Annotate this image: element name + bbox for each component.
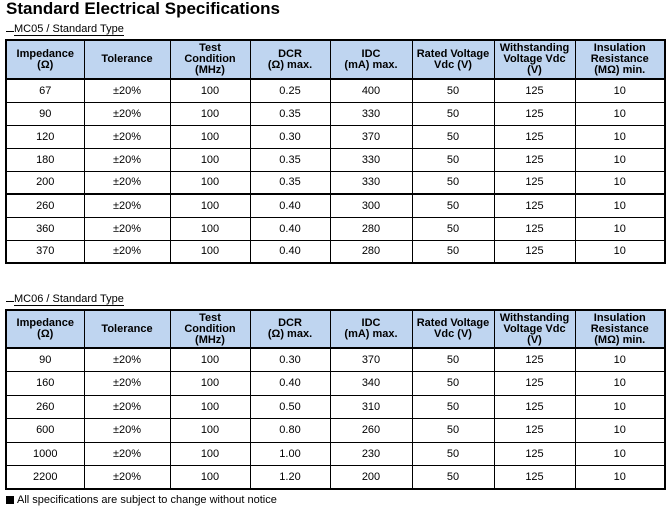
header-rated-voltage: Rated Voltage Vdc (V)	[412, 310, 494, 348]
cell-tolerance: ±20%	[84, 217, 170, 240]
cell-test-condition: 100	[170, 194, 250, 217]
cell-idc: 260	[330, 419, 412, 443]
header-tolerance: Tolerance	[84, 40, 170, 79]
cell-insulation-resistance: 10	[575, 217, 665, 240]
cell-insulation-resistance: 10	[575, 466, 665, 490]
cell-insulation-resistance: 10	[575, 194, 665, 217]
cell-tolerance: ±20%	[84, 171, 170, 194]
cell-tolerance: ±20%	[84, 442, 170, 466]
table-row	[6, 442, 665, 466]
table-header-row	[6, 40, 665, 79]
cell-insulation-resistance: 10	[575, 148, 665, 171]
cell-idc: 340	[330, 372, 412, 396]
cell-rated-voltage: 50	[412, 348, 494, 372]
cell-dcr: 0.80	[250, 419, 330, 443]
cell-idc: 300	[330, 194, 412, 217]
cell-tolerance: ±20%	[84, 102, 170, 125]
cell-idc: 330	[330, 102, 412, 125]
cell-rated-voltage: 50	[412, 240, 494, 263]
cell-impedance: 370	[6, 240, 84, 263]
cell-dcr: 0.40	[250, 372, 330, 396]
cell-idc: 280	[330, 217, 412, 240]
cell-dcr: 0.30	[250, 348, 330, 372]
cell-idc: 330	[330, 171, 412, 194]
cell-withstanding-voltage: 125	[494, 240, 575, 263]
cell-test-condition: 100	[170, 79, 250, 102]
cell-test-condition: 100	[170, 466, 250, 490]
cell-test-condition: 100	[170, 125, 250, 148]
footnote	[6, 494, 277, 506]
header-rated-voltage: Rated Voltage Vdc (V)	[412, 40, 494, 79]
cell-rated-voltage: 50	[412, 395, 494, 419]
cell-dcr: 0.35	[250, 171, 330, 194]
cell-impedance: 360	[6, 217, 84, 240]
table-subtitle-mc05: MC05 / Standard Type	[6, 22, 124, 35]
table-row	[6, 125, 665, 148]
table-subtitle-mc06: MC06 / Standard Type	[6, 292, 124, 305]
cell-insulation-resistance: 10	[575, 240, 665, 263]
cell-tolerance: ±20%	[84, 148, 170, 171]
cell-rated-voltage: 50	[412, 102, 494, 125]
page-title: Standard Electrical Specifications	[6, 0, 280, 18]
cell-tolerance: ±20%	[84, 79, 170, 102]
cell-withstanding-voltage: 125	[494, 79, 575, 102]
cell-dcr: 0.40	[250, 240, 330, 263]
cell-impedance: 260	[6, 194, 84, 217]
cell-impedance: 2200	[6, 466, 84, 490]
cell-insulation-resistance: 10	[575, 102, 665, 125]
table-row	[6, 466, 665, 490]
square-bullet-icon	[6, 496, 14, 504]
cell-idc: 370	[330, 125, 412, 148]
cell-insulation-resistance: 10	[575, 419, 665, 443]
cell-impedance: 160	[6, 372, 84, 396]
cell-insulation-resistance: 10	[575, 395, 665, 419]
cell-withstanding-voltage: 125	[494, 102, 575, 125]
header-test-condition: Test Condition (MHz)	[170, 40, 250, 79]
header-withstanding-voltage: Withstanding Voltage Vdc (V)	[494, 310, 575, 348]
cell-idc: 230	[330, 442, 412, 466]
cell-idc: 370	[330, 348, 412, 372]
cell-impedance: 90	[6, 102, 84, 125]
cell-dcr: 1.20	[250, 466, 330, 490]
mc05-spec-table	[5, 39, 666, 264]
cell-test-condition: 100	[170, 348, 250, 372]
cell-withstanding-voltage: 125	[494, 194, 575, 217]
cell-rated-voltage: 50	[412, 194, 494, 217]
cell-dcr: 1.00	[250, 442, 330, 466]
cell-dcr: 0.40	[250, 217, 330, 240]
cell-withstanding-voltage: 125	[494, 217, 575, 240]
cell-impedance: 180	[6, 148, 84, 171]
cell-dcr: 0.35	[250, 102, 330, 125]
cell-withstanding-voltage: 125	[494, 372, 575, 396]
cell-dcr: 0.40	[250, 194, 330, 217]
header-impedance: Impedance (Ω)	[6, 310, 84, 348]
cell-dcr: 0.35	[250, 148, 330, 171]
cell-rated-voltage: 50	[412, 372, 494, 396]
cell-rated-voltage: 50	[412, 125, 494, 148]
cell-idc: 310	[330, 395, 412, 419]
header-idc: IDC (mA) max.	[330, 310, 412, 348]
header-dcr: DCR (Ω) max.	[250, 40, 330, 79]
table-row	[6, 102, 665, 125]
table-row	[6, 171, 665, 194]
cell-idc: 280	[330, 240, 412, 263]
cell-test-condition: 100	[170, 442, 250, 466]
header-idc: IDC (mA) max.	[330, 40, 412, 79]
cell-test-condition: 100	[170, 171, 250, 194]
cell-withstanding-voltage: 125	[494, 171, 575, 194]
cell-test-condition: 100	[170, 395, 250, 419]
cell-tolerance: ±20%	[84, 466, 170, 490]
header-insulation-resistance: Insulation Resistance (MΩ) min.	[575, 310, 665, 348]
cell-insulation-resistance: 10	[575, 348, 665, 372]
cell-idc: 330	[330, 148, 412, 171]
cell-test-condition: 100	[170, 217, 250, 240]
header-insulation-resistance: Insulation Resistance (MΩ) min.	[575, 40, 665, 79]
cell-idc: 400	[330, 79, 412, 102]
cell-rated-voltage: 50	[412, 466, 494, 490]
cell-impedance: 90	[6, 348, 84, 372]
cell-dcr: 0.50	[250, 395, 330, 419]
table-row	[6, 79, 665, 102]
cell-withstanding-voltage: 125	[494, 442, 575, 466]
cell-impedance: 1000	[6, 442, 84, 466]
header-test-condition: Test Condition (MHz)	[170, 310, 250, 348]
cell-dcr: 0.30	[250, 125, 330, 148]
cell-rated-voltage: 50	[412, 148, 494, 171]
table-row	[6, 395, 665, 419]
cell-insulation-resistance: 10	[575, 79, 665, 102]
cell-tolerance: ±20%	[84, 419, 170, 443]
table-header-row	[6, 310, 665, 348]
cell-impedance: 600	[6, 419, 84, 443]
cell-withstanding-voltage: 125	[494, 466, 575, 490]
cell-insulation-resistance: 10	[575, 171, 665, 194]
cell-rated-voltage: 50	[412, 79, 494, 102]
footnote-text: All specifications are subject to change without notice	[17, 494, 277, 506]
mc06-spec-table	[5, 309, 666, 490]
cell-insulation-resistance: 10	[575, 372, 665, 396]
cell-insulation-resistance: 10	[575, 125, 665, 148]
cell-rated-voltage: 50	[412, 419, 494, 443]
table-row	[6, 148, 665, 171]
cell-impedance: 120	[6, 125, 84, 148]
cell-rated-voltage: 50	[412, 171, 494, 194]
cell-tolerance: ±20%	[84, 395, 170, 419]
cell-withstanding-voltage: 125	[494, 419, 575, 443]
cell-tolerance: ±20%	[84, 240, 170, 263]
cell-impedance: 260	[6, 395, 84, 419]
cell-idc: 200	[330, 466, 412, 490]
cell-test-condition: 100	[170, 419, 250, 443]
cell-insulation-resistance: 10	[575, 442, 665, 466]
header-tolerance: Tolerance	[84, 310, 170, 348]
header-withstanding-voltage: Withstanding Voltage Vdc (V)	[494, 40, 575, 79]
table-row	[6, 240, 665, 263]
cell-rated-voltage: 50	[412, 442, 494, 466]
cell-impedance: 200	[6, 171, 84, 194]
table-row	[6, 194, 665, 217]
cell-test-condition: 100	[170, 240, 250, 263]
table-row	[6, 348, 665, 372]
header-impedance: Impedance (Ω)	[6, 40, 84, 79]
cell-impedance: 67	[6, 79, 84, 102]
cell-withstanding-voltage: 125	[494, 148, 575, 171]
cell-tolerance: ±20%	[84, 348, 170, 372]
cell-test-condition: 100	[170, 372, 250, 396]
cell-withstanding-voltage: 125	[494, 395, 575, 419]
cell-test-condition: 100	[170, 148, 250, 171]
cell-test-condition: 100	[170, 102, 250, 125]
cell-tolerance: ±20%	[84, 194, 170, 217]
cell-rated-voltage: 50	[412, 217, 494, 240]
table-row	[6, 217, 665, 240]
cell-tolerance: ±20%	[84, 125, 170, 148]
cell-withstanding-voltage: 125	[494, 348, 575, 372]
cell-dcr: 0.25	[250, 79, 330, 102]
table-row	[6, 372, 665, 396]
header-dcr: DCR (Ω) max.	[250, 310, 330, 348]
cell-withstanding-voltage: 125	[494, 125, 575, 148]
table-row	[6, 419, 665, 443]
cell-tolerance: ±20%	[84, 372, 170, 396]
